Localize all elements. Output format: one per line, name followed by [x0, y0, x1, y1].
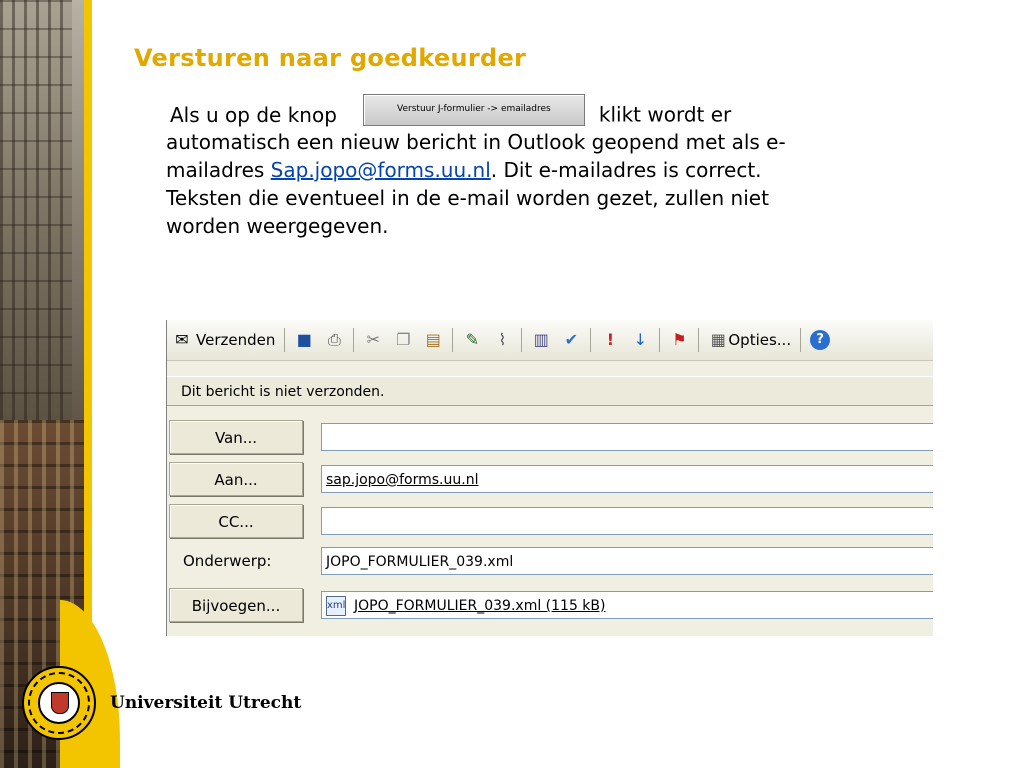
shield-icon	[51, 692, 69, 714]
help-button[interactable]	[805, 326, 835, 354]
send-icon: ✉	[175, 330, 189, 349]
options-button[interactable]	[703, 326, 796, 354]
paragraph-line-3	[166, 156, 966, 184]
paragraph-prefix: Als u op de knop	[170, 102, 337, 127]
email-link[interactable]: Sap.jopo@forms.uu.nl	[270, 158, 491, 182]
cc-button[interactable]: CC...	[169, 504, 303, 538]
importance-low-icon: ↓	[633, 330, 648, 349]
to-field[interactable]: sap.jopo@forms.uu.nl	[321, 465, 933, 493]
toolbar-separator	[521, 328, 522, 352]
attach-row	[167, 588, 933, 624]
slide-title: Versturen naar goedkeurder	[134, 44, 527, 72]
spellcheck-icon: ✎	[465, 330, 480, 349]
outlook-toolbar	[167, 320, 933, 361]
check-names-icon: ✔	[564, 330, 579, 349]
paragraph-line-5: worden weergegeven.	[166, 214, 389, 238]
paragraph-line-2: automatisch een nieuw bericht in Outlook geopend met als e-	[166, 130, 786, 154]
from-button[interactable]: Van...	[169, 420, 303, 454]
paste-icon: ▤	[425, 330, 441, 349]
cc-row	[167, 504, 933, 540]
importance-high-icon: !	[606, 330, 614, 349]
toolbar-separator	[284, 328, 285, 352]
university-name: Universiteit Utrecht	[110, 693, 302, 713]
paste-button[interactable]	[418, 326, 448, 354]
paragraph-line3-suffix: . Dit e-mailadres is correct.	[490, 158, 762, 182]
from-row	[167, 420, 933, 456]
dom-tower-image	[0, 0, 72, 420]
save-button[interactable]	[289, 326, 319, 354]
subject-row	[167, 544, 933, 580]
university-seal-logo	[22, 666, 96, 740]
toolbar-separator	[698, 328, 699, 352]
help-icon: ?	[810, 330, 830, 350]
to-button[interactable]: Aan...	[169, 462, 303, 496]
attach-button[interactable]	[487, 326, 517, 354]
flag-icon: ⚑	[672, 330, 687, 349]
attach-file-button[interactable]: Bijvoegen...	[169, 588, 303, 622]
unsent-notice: Dit bericht is niet verzonden.	[167, 376, 933, 406]
attach-icon: ⌇	[498, 330, 507, 349]
options-label: Opties...	[728, 331, 792, 349]
options-icon: ▦	[710, 330, 726, 349]
toolbar-separator	[590, 328, 591, 352]
importance-low-button[interactable]	[625, 326, 655, 354]
addressbook-button[interactable]	[526, 326, 556, 354]
paragraph-line-1	[166, 100, 966, 128]
instruction-paragraph	[166, 100, 966, 240]
flag-button[interactable]	[664, 326, 694, 354]
xml-file-icon: xml	[326, 596, 346, 616]
print-icon: ⎙	[327, 330, 341, 349]
print-button[interactable]	[319, 326, 349, 354]
toolbar-separator	[800, 328, 801, 352]
paragraph-line1-suffix: klikt wordt er	[598, 102, 732, 127]
copy-icon: ❐	[396, 330, 411, 349]
cut-button[interactable]	[358, 326, 388, 354]
from-field[interactable]	[321, 423, 933, 451]
toolbar-separator	[452, 328, 453, 352]
subject-field[interactable]: JOPO_FORMULIER_039.xml	[321, 547, 933, 575]
check-names-button[interactable]	[556, 326, 586, 354]
send-label: Verzenden	[196, 331, 276, 349]
importance-high-button[interactable]	[595, 326, 625, 354]
cut-icon: ✂	[366, 330, 381, 349]
toolbar-separator	[659, 328, 660, 352]
verstuur-formulier-button[interactable]: Verstuur J-formulier -> emailadres	[363, 94, 585, 126]
copy-button[interactable]	[388, 326, 418, 354]
paragraph-line3-prefix: mailadres	[166, 158, 271, 182]
spellcheck-button[interactable]	[457, 326, 487, 354]
toolbar-separator	[353, 328, 354, 352]
subject-label: Onderwerp:	[183, 552, 272, 570]
paragraph-line-4: Teksten die eventueel in de e-mail worden gezet, zullen niet	[166, 186, 769, 210]
outlook-compose-window	[166, 320, 933, 636]
to-row	[167, 462, 933, 498]
save-icon: ■	[296, 330, 312, 349]
send-button[interactable]	[167, 326, 280, 354]
addressbook-icon: ▥	[533, 330, 549, 349]
cc-field[interactable]	[321, 507, 933, 535]
attachment-filename[interactable]: JOPO_FORMULIER_039.xml (115 kB)	[354, 598, 606, 614]
seal-center	[38, 682, 80, 724]
attachment-field[interactable]	[321, 591, 933, 619]
